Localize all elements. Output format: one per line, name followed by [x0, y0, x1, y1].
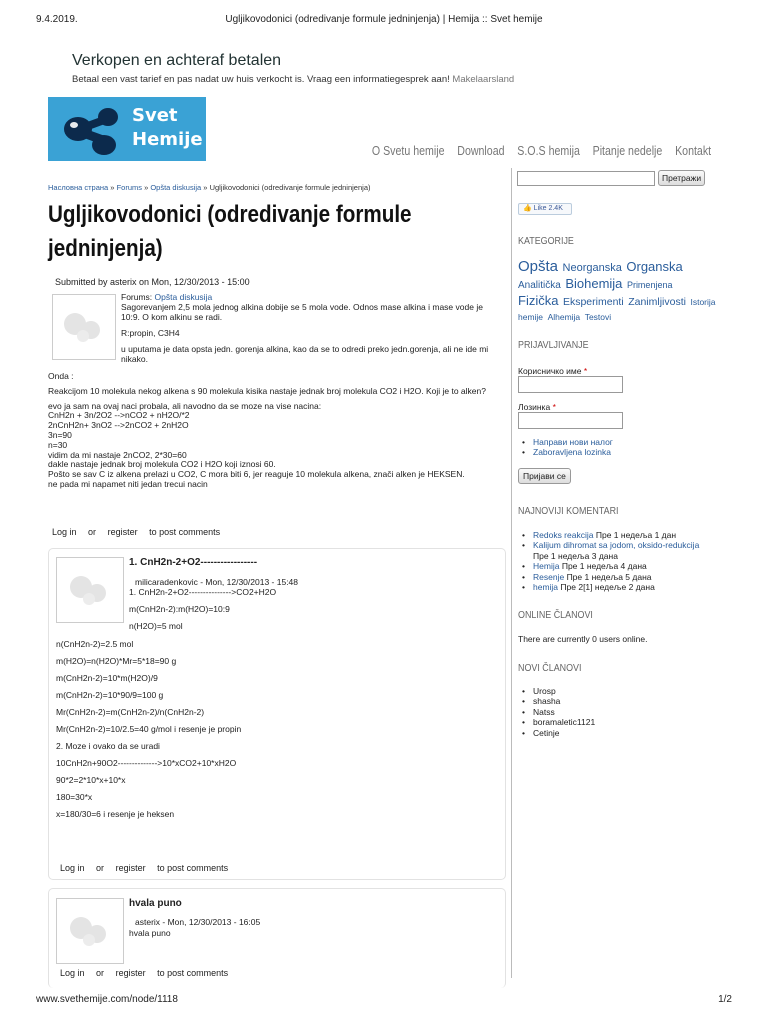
- recent-comments-list: [522, 530, 712, 592]
- list-item: [522, 437, 613, 447]
- list-item: [522, 572, 712, 582]
- ad-text: [72, 74, 514, 85]
- recent-comments-heading: NAJNOVIJI KOMENTARI: [518, 505, 619, 517]
- list-item: [522, 717, 595, 727]
- password-label-text: Лозинка: [518, 402, 551, 412]
- thumbs-up-icon: 👍: [523, 205, 532, 212]
- nav-download[interactable]: Download: [457, 144, 505, 158]
- online-text: There are currently 0 users online.: [518, 634, 648, 644]
- body-line: dakle nastaje jednak broj molekula CO2 i H2O koji iznosi 60.: [48, 459, 276, 470]
- forgot-password-link[interactable]: Zaboravljena lozinka: [533, 447, 611, 458]
- breadcrumb-sep: »: [144, 183, 149, 192]
- print-url: www.svethemije.com/node/1118: [36, 994, 178, 1005]
- body-line: Onda :: [48, 371, 74, 381]
- node-paragraph: u uputama je data opsta jedn. gorenja alkina, kao da se to odredi preko jedn.gorenja, ali ne ide mi nikako.: [121, 344, 489, 364]
- recent-comment-link[interactable]: Resenje: [533, 571, 565, 582]
- member-link[interactable]: boramaletic1121: [533, 717, 596, 728]
- body-line: n=30: [48, 439, 68, 450]
- ad-title[interactable]: Verkopen en achteraf betalen: [72, 52, 282, 69]
- login-link[interactable]: Log in: [60, 968, 85, 978]
- category-link[interactable]: Eksperimenti: [562, 296, 624, 308]
- list-item: [522, 707, 595, 717]
- category-link[interactable]: Zanimljivosti: [628, 296, 686, 308]
- new-members-heading: NOVI ČLANOVI: [518, 662, 582, 674]
- category-link[interactable]: Biohemija: [565, 276, 623, 291]
- comment-line: m(CnH2n-2)=10*m(H2O)/9: [56, 673, 158, 683]
- new-account-link[interactable]: Направи нови налог: [533, 437, 613, 447]
- node-paragraph: Sagorevanjem 2,5 mola jednog alkina dobije se 5 mola vode. Odnos mase alkina i mase vode je 10:9. O kom alkinu se radi.: [121, 302, 483, 322]
- member-link[interactable]: shasha: [533, 696, 561, 707]
- category-link[interactable]: Istorija hemije: [518, 297, 716, 322]
- site-logo[interactable]: [48, 97, 206, 161]
- body-line: CnH2n + 3n/2O2 -->nCO2 + nH2O/*2: [48, 410, 190, 421]
- comment-2-title[interactable]: hvala puno: [129, 898, 182, 909]
- comment-line: Mr(CnH2n-2)=10/2.5=40 g/mol i resenje je propin: [56, 724, 242, 734]
- recent-comment-time: Пре 1 недеља 1 дан: [595, 530, 677, 540]
- account-links: [522, 437, 613, 458]
- register-link[interactable]: register: [107, 527, 138, 537]
- recent-comment-time: Пре 2[1] недеље 2 дана: [560, 582, 655, 593]
- register-link[interactable]: register: [115, 863, 146, 873]
- recent-comment-time: Пре 1 недеља 5 дана: [566, 571, 652, 582]
- comment-2-avatar: [56, 898, 124, 964]
- node-paragraph: R:propin, C3H4: [121, 328, 180, 338]
- nav-question[interactable]: Pitanje nedelje: [592, 144, 663, 158]
- breadcrumb-current: Ugljikovodonici (odredivanje formule jedninjenja): [209, 183, 371, 192]
- breadcrumb-sep: »: [203, 183, 208, 192]
- category-link[interactable]: Neorganska: [562, 262, 622, 274]
- comment-2-links: [60, 968, 237, 978]
- logo-line1: Svet: [132, 105, 178, 126]
- recent-comment-link[interactable]: hemija: [533, 582, 559, 593]
- member-link[interactable]: Cetinje: [533, 727, 560, 738]
- category-link[interactable]: Alhemija: [547, 312, 581, 322]
- print-header: [36, 14, 732, 25]
- list-item: [522, 696, 595, 706]
- node-body-continued: [48, 372, 508, 490]
- node-links: [52, 527, 229, 537]
- category-link[interactable]: Analitička: [518, 280, 561, 291]
- breadcrumb-home[interactable]: Насловна страна: [48, 183, 109, 192]
- username-label: [518, 366, 587, 376]
- comment-line: m(H2O)=n(H2O)*Mr=5*18=90 g: [56, 656, 177, 666]
- print-page: 1/2: [718, 994, 732, 1005]
- list-item: [522, 561, 712, 571]
- comment-line: n(CnH2n-2)=2.5 mol: [56, 639, 134, 649]
- username-input[interactable]: [518, 376, 623, 393]
- recent-comment-link[interactable]: Redoks reakcija: [533, 530, 594, 540]
- breadcrumb-sep: »: [110, 183, 115, 192]
- node-submitted: Submitted by asterix on Mon, 12/30/2013 - 15:00: [55, 277, 250, 287]
- body-line: Reakcijom 10 molekula nekog alkena s 90 molekula kisika nastaje jednak broj molekula CO2 i H2O. Koji je to alken?: [48, 385, 486, 396]
- member-link[interactable]: Urosp: [533, 686, 556, 696]
- page-title: Ugljikovodonici (odredivanje formule jedninjenja): [48, 201, 412, 262]
- recent-comment-link[interactable]: Hemija: [533, 561, 560, 572]
- password-label: [518, 402, 556, 412]
- comment-1-meta: milicaradenkovic - Mon, 12/30/2013 - 15:48: [135, 577, 299, 587]
- comment-2-body: hvala puno: [129, 928, 171, 938]
- login-link[interactable]: Log in: [52, 527, 77, 537]
- links-post: to post comments: [157, 968, 229, 978]
- comment-line: 10CnH2n+90O2-------------->10*xCO2+10*xH2O: [56, 758, 237, 768]
- forums-label: Forums:: [121, 292, 153, 302]
- comment-line: x=180/30=6 i resenje je heksen: [56, 809, 175, 819]
- body-line: vidim da mi nastaje 2nCO2, 2*30=60: [48, 449, 187, 460]
- required-mark: *: [583, 366, 588, 376]
- comment-line: 2. Moze i ovako da se uradi: [56, 741, 160, 751]
- category-link[interactable]: Opšta: [518, 258, 559, 275]
- comment-2-meta: asterix - Mon, 12/30/2013 - 16:05: [135, 917, 261, 927]
- print-footer: [36, 994, 732, 1005]
- ad-block: [72, 52, 514, 85]
- register-link[interactable]: register: [115, 968, 146, 978]
- print-date: 9.4.2019.: [36, 14, 78, 25]
- ad-description: Betaal een vast tarief en pas nadat uw huis verkocht is. Vraag een informatiegesprek aan!: [72, 74, 450, 85]
- node-body: [121, 302, 496, 370]
- comment-1-title[interactable]: 1. CnH2n-2+O2-----------------: [129, 557, 258, 568]
- login-heading: PRIJAVLJIVANJE: [518, 339, 589, 351]
- body-line: ne pada mi napamet niti jedan trecui nacin: [48, 478, 208, 489]
- body-line: evo ja sam na ovaj naci probala, ali navodno da se moze na vise nacina:: [48, 400, 322, 411]
- list-item: [522, 530, 712, 540]
- comment-line: 180=30*x: [56, 792, 93, 802]
- search-button[interactable]: Претражи: [658, 170, 705, 186]
- comment-line: m(CnH2n-2)=10*90/9=100 g: [56, 690, 164, 700]
- body-line: Pošto se sav C iz alkena prelazi u CO2, C mora biti 6, jer reaguje 10 molekula alkena, znači alken je HEKSEN.: [48, 469, 465, 480]
- list-item: [522, 686, 595, 696]
- nav-sos[interactable]: S.O.S hemija: [517, 144, 580, 158]
- nav-about[interactable]: O Svetu hemije: [371, 144, 445, 158]
- molecule-icon: [56, 103, 132, 157]
- sidebar-divider: [511, 168, 512, 978]
- password-input[interactable]: [518, 412, 623, 429]
- categories-heading: KATEGORIJE: [518, 235, 574, 247]
- recent-comment-time: Пре 1 недеља 3 дана: [533, 550, 618, 561]
- comment-line: n(H2O)=5 mol: [129, 621, 183, 631]
- list-item: [522, 447, 613, 457]
- search-input[interactable]: [517, 171, 655, 186]
- user-placeholder-icon: [65, 914, 115, 948]
- author-avatar: [52, 294, 116, 360]
- links-or: or: [96, 968, 105, 978]
- body-line: 3n=90: [48, 429, 72, 440]
- main-nav: [372, 144, 711, 158]
- category-link[interactable]: Organska: [626, 259, 683, 274]
- member-link[interactable]: Natss: [533, 706, 555, 717]
- user-placeholder-icon: [59, 310, 109, 344]
- body-line: 2nCnH2n+ 3nO2 -->2nCO2 + 2nH2O: [48, 420, 189, 431]
- login-link[interactable]: Log in: [60, 863, 85, 873]
- breadcrumb-forums[interactable]: Forums: [116, 183, 142, 192]
- login-button[interactable]: Пријави се: [518, 468, 571, 484]
- category-link[interactable]: Testovi: [584, 312, 612, 322]
- breadcrumb: [48, 183, 370, 192]
- comment-line: 1. CnH2n-2+O2--------------->CO2+H2O: [129, 587, 277, 597]
- forums-link[interactable]: Opšta diskusija: [154, 292, 213, 302]
- links-or: or: [88, 527, 97, 537]
- list-item: [522, 540, 712, 561]
- recent-comment-link[interactable]: Kalijum dihromat sa jodom, oksido-redukcija: [533, 540, 700, 551]
- comment-1-links: [60, 863, 237, 873]
- list-item: [522, 728, 595, 738]
- recent-comment-time: Пре 1 недеља 4 дана: [561, 561, 647, 572]
- username-label-text: Корисничко име: [518, 366, 582, 376]
- category-link[interactable]: Primenjena: [626, 280, 673, 290]
- node-forum-tag: [121, 292, 212, 302]
- online-heading: ONLINE ČLANOVI: [518, 609, 593, 621]
- logo-line2: Hemije: [132, 129, 203, 150]
- breadcrumb-category[interactable]: Opšta diskusija: [150, 183, 202, 192]
- list-item: [522, 582, 712, 592]
- comment-1-avatar: [56, 557, 124, 623]
- comment-line: 90*2=2*10*x+10*x: [56, 775, 126, 785]
- like-label: Like 2.4K: [533, 205, 563, 212]
- new-members-list: [522, 686, 595, 738]
- facebook-like-button[interactable]: [518, 203, 572, 215]
- print-title: Ugljikovodonici (odredivanje formule jedninjenja) | Hemija :: Svet hemije: [225, 14, 543, 25]
- category-tagcloud: [518, 259, 718, 325]
- links-post: to post comments: [157, 863, 229, 873]
- links-or: or: [96, 863, 105, 873]
- links-post: to post comments: [149, 527, 221, 537]
- required-mark: *: [552, 402, 556, 412]
- comment-line: Mr(CnH2n-2)=m(CnH2n-2)/n(CnH2n-2): [56, 707, 205, 717]
- comment-line: m(CnH2n-2):m(H2O)=10:9: [129, 604, 230, 614]
- nav-contact[interactable]: Kontakt: [674, 144, 711, 158]
- user-placeholder-icon: [65, 573, 115, 607]
- ad-source-link[interactable]: Makelaarsland: [452, 74, 515, 85]
- category-link[interactable]: Fizička: [518, 293, 559, 308]
